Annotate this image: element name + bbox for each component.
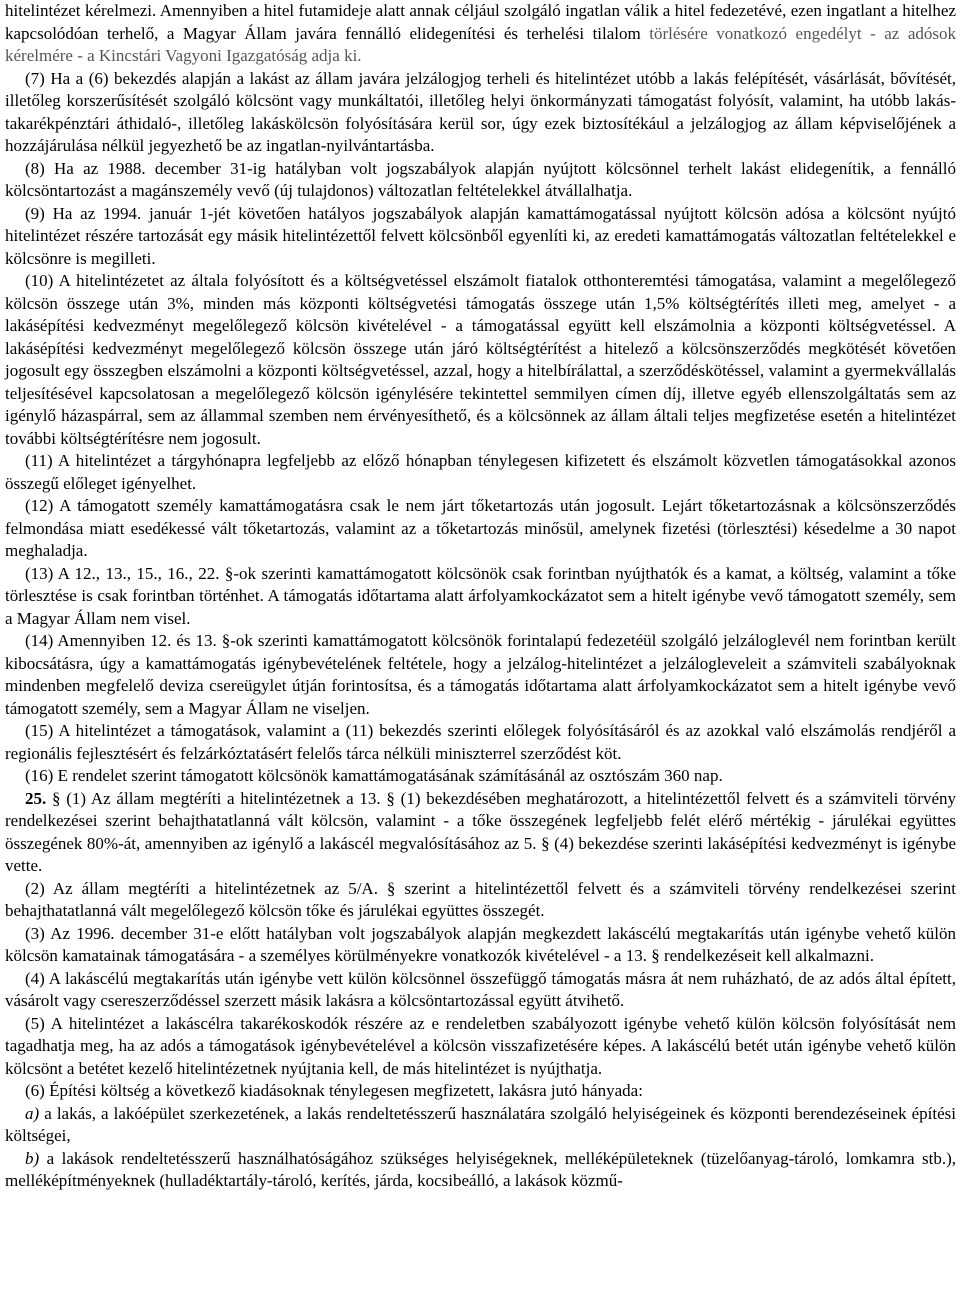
list-text-a: a lakás, a lakóépület szerkezetének, a lakás rendeltetésszerű használatára szolgáló helyiségeinek és központi berendezéseinek építési költségei, (5, 1103, 956, 1145)
section-25-paragraph-4: (4) A lakáscélú megtakarítás után igénybe vett külön kölcsönnel összefüggő támogatás másra át nem ruházható, de az adós által épített, vásárolt vagy csereszerződéssel szerzett másik lakásra a kölcsöntartozással együtt átvihető. (5, 968, 956, 1010)
section-25-paragraph-2: (2) Az állam megtéríti a hitelintézetnek az 5/A. § szerint a hitelintézettől felvett és a számviteli törvény rendelkezései szerint behajthatatlanná vált megelőlegező kölcsön tőke és járulékai együttes összegét. (5, 878, 956, 920)
section-25-paragraph-6: (6) Építési költség a következő kiadásoknak ténylegesen megfizetett, lakásra jutó hányada: (25, 1081, 643, 1100)
section-25-paragraph-1 (5, 788, 956, 878)
paragraph-15: (15) A hitelintézet a támogatások, valamint a (11) bekezdés szerinti előlegek folyósításáról és az azokkal való elszámolás rendjéről a regionális fejlesztésért és felzárkóztatásért felelős tárca nélküli miniszterrel szerződést köt. (5, 721, 956, 763)
list-text-b: a lakások rendeltetésszerű használhatóságához szükséges helyiségeknek, melléképületeknek (tüzelőanyag-tároló, lomkamra stb.), melléképítményeknek (hulladéktartály-tároló, kerítés, járda, kocsibeálló, a lakások közmű- (5, 1148, 956, 1190)
section-number: 25. (25, 788, 47, 808)
paragraph-14: (14) Amennyiben 12. és 13. §-ok szerinti kamattámogatott kölcsönök forintalapú fedezetéül szolgáló jelzáloglevél nem forintban került kibocsátásra, úgy a kamattámogatás igénybevételének feltétele, hogy a jelzálog-hitelintézet a jelzálogleveleit a számviteli szabályoknak mindenben megfelelő deviza csereügylet útján forintosítsa, és a támogatás időtartama alatt árfolyamkockázatot sem a hitelt igénybe vevő támogatott személy, sem a Magyar Állam ne viseljen. (5, 631, 956, 718)
paragraph-9: (9) Ha az 1994. január 1-jét követően hatályos jogszabályok alapján kamattámogatással nyújtott kölcsön adósa a kölcsönt nyújtó hitelintézet részére tartozását egy másik hitelintézettől felvett kölcsönből egyenlíti ki, az eredeti kamattámogatás változatlan feltételekkel e kölcsönre is megilleti. (5, 203, 956, 268)
intro-text: hitelintézet kérelmezi. Amennyiben a hitel futamideje alatt annak céljául szolgáló ingatlan válik a hitel fedezetévé, ezen ingatlant a hitelhez kapcsolódóan terhelő, a Magyar Állam javára fennálló elidegenítési és terhelési tilalom (5, 1, 956, 43)
section-25-1-text: § (1) Az állam megtéríti a hitelintézetnek a 13. § (1) bekezdésében meghatározott, a hitelintézettől felvett és a számviteli törvény rendelkezései szerint behajthatatlanná vált kölcsön, valamint - a tőke összegének legfeljebb felét elérő mértékig - járulékai együttes összegének 80%-át, amennyiben az igénylő a lakáscél megvalósításához az 5. § (4) bekezdése szerinti lakásépítési kedvezményt is igénybe vette. (5, 788, 956, 875)
intro-paragraph (5, 0, 956, 68)
paragraph-8: (8) Ha az 1988. december 31-ig hatályban volt jogszabályok alapján nyújtott kölcsönnel terhelt lakást elidegenítik, a fennálló kölcsöntartozást a magánszemély vevő (új tulajdonos) változatlan feltételekkel átvállalhatja. (5, 158, 956, 200)
section-25-paragraph-3: (3) Az 1996. december 31-e előtt hatályban volt jogszabályok alapján megkezdett lakáscélú megtakarítás után igénybe vehető külön kölcsön kamatainak támogatására - a személyes körülményekre vonatkozók kivételével - a 13. § rendelkezéseit kell alkalmazni. (5, 923, 956, 965)
paragraph-10: (10) A hitelintézetet az általa folyósított és a költségvetéssel elszámolt fiatalok otthonteremtési támogatása, valamint a megelőlegező kölcsön összege után 3%, minden más központi költségvetési támogatás összege után 1,5% költségtérítés illeti meg, amelyet - a lakásépítési kedvezményt megelőlegező kölcsön kivételével - a támogatással együtt kell elszámolnia a központi költségvetéssel. A lakásépítési kedvezményt megelőlegező kölcsön összege után járó költségtérítést a hitelező a kölcsönszerződés megkötését követően jogosult egy összegben elszámolni a központi költségvetéssel, azzal, hogy a hitelbírálattal, a szerződéskötéssel, valamint a gyermekvállalás teljesítésével kapcsolatosan a megelőlegező kölcsön igénylésére tekintettel semmilyen címen díj, illetve egyéb ellenszolgáltatás sem az igénylő házaspárral, sem az állammal szemben nem érvényesíthető, és a kölcsönnek az állam általi teljes megfizetése esetén a hitelintézet további költségtérítésre nem jogosult. (5, 271, 956, 448)
document-page (5, 0, 956, 1193)
paragraph-16: (16) E rendelet szerint támogatott kölcsönök kamattámogatásának számításánál az osztószám 360 nap. (25, 766, 723, 785)
paragraph-12: (12) A támogatott személy kamattámogatásra csak le nem járt tőketartozás után jogosult. Lejárt tőketartozásnak a kölcsönszerződés felmondása miatt esedékessé vált tőketartozás, valamint az a tőketartozás minősül, amelynek fizetési (törlesztési) késedelme a 30 napot meghaladja. (5, 496, 956, 560)
intro-text-faded: törlésére vonatkozó engedélyt - az adósok kérelmére - a Kincstári Vagyoni Igazgatóság adja ki. (5, 23, 956, 65)
section-25-paragraph-5: (5) A hitelintézet a lakáscélra takarékoskodók részére az e rendeletben szabályozott igénybe vehető külön kölcsön folyósítását nem tagadhatja meg, ha az adós a támogatások igénybevételével a kölcsön visszafizetésére képes. A lakáscélú betét után igénybe vehető külön kölcsönt a betétet kezelő hitelintézetnek nyújtania kell, de más hitelintézet is nyújthatja. (5, 1013, 956, 1078)
paragraph-13: (13) A 12., 13., 15., 16., 22. §-ok szerinti kamattámogatott kölcsönök csak forintban nyújthatók és a kamat, a költség, valamint a tőke törlesztése is csak forintban történhet. A támogatás időtartama alatt árfolyamkockázatot sem a hitelt igénybe vevő támogatott személy, sem a Magyar Állam nem visel. (5, 563, 956, 628)
list-item-a (5, 1103, 956, 1148)
list-label-a: a) (25, 1103, 40, 1123)
paragraph-11: (11) A hitelintézet a tárgyhónapra legfeljebb az előző hónapban ténylegesen kifizetett és elszámolt közvetlen támogatásokkal azonos összegű előleget igényelhet. (5, 451, 956, 493)
list-item-b (5, 1148, 956, 1193)
paragraph-7: (7) Ha a (6) bekezdés alapján a lakást az állam javára jelzálogjog terheli és hitelintézet utóbb a lakás felépítését, vásárlását, bővítését, illetőleg korszerűsítését szolgáló kölcsönt vagy munkáltatói, illetőleg helyi önkormányzati támogatást folyósít, valamint, ha utóbb lakás-takarékpénztári áthidaló-, illetőleg lakáskölcsön folyósítására kerül sor, úgy ezek biztosítékául a jelzálogjog az állam képviselőjének a hozzájárulása nélkül jegyezhető be az ingatlan-nyilvántartásba. (5, 68, 956, 155)
list-label-b: b) (25, 1148, 40, 1168)
